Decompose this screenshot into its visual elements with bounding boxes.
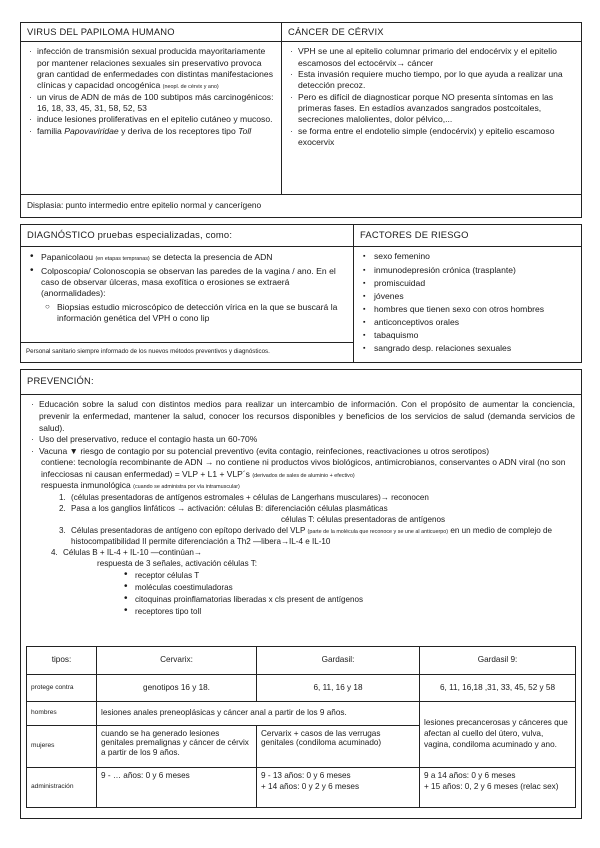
factores-column xyxy=(354,225,581,362)
row-label: hombres xyxy=(27,702,97,726)
table-cell: 9 a 14 años: 0 y 6 meses + 15 años: 0, 2 y 6 meses (relac sex) xyxy=(420,768,576,808)
prevencion-title: PREVENCIÓN: xyxy=(21,370,581,395)
diagnostico-list xyxy=(27,252,347,299)
step-1: 1. (células presentadoras de antígenos estromales + células de Langerhans musculares)→ reconocen xyxy=(59,492,429,502)
list-item: ▪ sangrado desp. relaciones sexuales xyxy=(360,343,575,354)
list-item: · VPH se une al epitelio columnar primario del endocérvix y el epitelio escamosos del ectocérvix→ cáncer xyxy=(288,46,575,69)
row-label: administración xyxy=(27,768,97,808)
table-header: Cervarix: xyxy=(97,647,257,675)
cancer-title: CÁNCER DE CÉRVIX xyxy=(282,23,581,42)
list-item: • Colposcopia/ Colonoscopia se observan las paredes de la vagina / ano. En el caso de observar úlceras, masa exofítica o erosiones se extraerá (anormalidades): xyxy=(27,266,347,300)
cancer-column xyxy=(282,23,581,194)
row-label: mujeres xyxy=(27,726,97,768)
virus-list xyxy=(27,46,275,137)
step-3: 3. Células presentadoras de antígeno con epítopo derivado del VLP (parte de la molécula que reconoce y se une al anticuerpo) en un medio de complejo de histocompatibilidad II permite diferenciación a Th2 —libera→IL-4 e IL-10 xyxy=(59,525,553,547)
table-cell: 6, 11, 16 y 18 xyxy=(257,675,420,702)
top-section xyxy=(20,22,582,218)
table-header: Gardasil: xyxy=(257,647,420,675)
list-item: ▪ anticonceptivos orales xyxy=(360,317,575,328)
list-item: · se forma entre el endotelio simple (endocérvix) y epitelio escamoso exocervix xyxy=(288,126,575,149)
factores-list xyxy=(360,251,575,354)
table-cell: lesiones precancerosas y cánceres que afectan al cuello del útero, vulva, vagina, condiloma acuminado y ano. xyxy=(420,702,576,768)
list-item: • moléculas coestimuladoras xyxy=(121,582,575,593)
biopsia-item: ○ Biopsias estudio microscópico de detección vírica en la que se buscará la información genética del VPH o cono lip xyxy=(27,302,347,325)
vaccine-table xyxy=(26,646,576,808)
list-item: ▪ promiscuidad xyxy=(360,278,575,289)
list-item: · Uso del preservativo, reduce el contagio hasta un 60-70% xyxy=(29,434,575,446)
virus-column xyxy=(21,23,282,194)
table-cell: lesiones anales preneoplásicas y cáncer anal a partir de los 9 años. xyxy=(97,702,420,726)
list-item: • citoquinas proinflamatorias liberadas x cls present de antígenos xyxy=(121,594,575,605)
virus-title: VIRUS DEL PAPILOMA HUMANO xyxy=(21,23,281,42)
list-item: · Esta invasión requiere mucho tiempo, por lo que ayuda a realizar una detección precoz. xyxy=(288,69,575,92)
list-item: ▪ sexo femenino xyxy=(360,251,575,262)
list-item: · infección de transmisión sexual producida mayoritariamente por mantener relaciones sexuales sin preservativo provoca gran cantidad de enfermedades con distintas manifestaciones clínicas y capacidad oncogénica (neopl. de cérvix y ano) xyxy=(27,46,275,91)
respuesta-text: respuesta inmunológica (cuando se administra por vía intramuscular) xyxy=(41,480,240,491)
table-cell: 9 - 13 años: 0 y 6 meses + 14 años: 0 y 2 y 6 meses xyxy=(257,768,420,808)
list-item: ▪ tabaquismo xyxy=(360,330,575,341)
list-item: · Educación sobre la salud con distintos medios para realizar un intercambio de información. Con el propósito de aumentar la conciencia, prevenir la enfermedad, mantener la salud, conocer los recursos disponibles y beneficios de los servicios de salud (demanda servicios de salud). xyxy=(29,399,575,434)
table-cell: genotipos 16 y 18. xyxy=(97,675,257,702)
table-cell: Cervarix + casos de las verrugas genitales (condiloma acuminado) xyxy=(257,726,420,768)
factores-title: FACTORES DE RIESGO xyxy=(354,225,581,247)
step-4: 4. Células B + IL-4 + IL-10 —continúan→ xyxy=(51,548,203,558)
table-row xyxy=(27,675,576,702)
diagnostico-column xyxy=(21,225,354,362)
list-item: ▪ hombres que tienen sexo con otros hombres xyxy=(360,304,575,315)
table-cell: 9 - … años: 0 y 6 meses xyxy=(97,768,257,808)
list-item: · familia Papovaviridae y deriva de los receptores tipo Toll xyxy=(27,126,275,137)
table-cell: cuando se ha generado lesiones genitales premalignas y cáncer de cérvix a partir de los 9 años. xyxy=(97,726,257,768)
list-item: • receptor células T xyxy=(121,570,575,581)
list-item: • Papanicolaou (en etapas tempranas) se detecta la presencia de ADN xyxy=(27,252,347,263)
diagnostico-title: DIAGNÓSTICO pruebas especializadas, como: xyxy=(21,225,353,247)
list-item: · un virus de ADN de más de 100 subtipos más carcinogénicos: 16, 18, 33, 45, 31, 58, 52, 53 xyxy=(27,92,275,115)
list-item: • receptores tipo toll xyxy=(121,606,575,617)
diagnosis-section xyxy=(20,224,582,363)
step-2: 2. Pasa a los ganglios linfáticos → activación: células B: diferenciación células plasmáticas xyxy=(59,503,388,513)
cancer-list xyxy=(288,46,575,148)
prevencion-section xyxy=(20,369,582,819)
table-header: tipos: xyxy=(27,647,97,675)
displasia-note: Displasia: punto intermedio entre epitelio normal y cancerígeno xyxy=(21,194,581,217)
personal-note: Personal sanitario siempre informado de los nuevos métodos preventivos y diagnósticos. xyxy=(21,342,353,362)
step-2b: células T: células presentadoras de antígenos xyxy=(281,514,446,524)
contiene-text: contiene: tecnología recombinante de ADN → no contiene ni productos vivos biológicos, antimicrobianos, conservantes o ADN viral (no son infecciosas ni causan enfermedad) = VLP + L1 + VLP´s (derivados de sales de aluminio + efectivo) xyxy=(41,457,566,479)
table-row xyxy=(27,702,576,726)
list-item: · Vacuna ▼ riesgo de contagio por su potencial preventivo (evita contagio, reinfeciones, reactivaciones u otros serotipos) xyxy=(29,446,575,458)
table-header: Gardasil 9: xyxy=(420,647,576,675)
row-label: protege contra xyxy=(27,675,97,702)
list-item: · Pero es difícil de diagnosticar porque NO presenta síntomas en las primeras fases. En estadíos avanzados sangrados postcoitales, secreciones malolientes, dolor pélvico,... xyxy=(288,92,575,126)
list-item: ▪ inmunodepresión crónica (trasplante) xyxy=(360,265,575,276)
prevencion-list xyxy=(29,399,575,457)
list-item: ▪ jóvenes xyxy=(360,291,575,302)
step-4b: respuesta de 3 señales, activación células T: xyxy=(97,559,258,569)
signals-list xyxy=(59,570,575,617)
table-row xyxy=(27,647,576,675)
table-cell: 6, 11, 16,18 ,31, 33, 45, 52 y 58 xyxy=(420,675,576,702)
table-row xyxy=(27,768,576,808)
list-item: · induce lesiones proliferativas en el epitelio cutáneo y mucoso. xyxy=(27,114,275,125)
